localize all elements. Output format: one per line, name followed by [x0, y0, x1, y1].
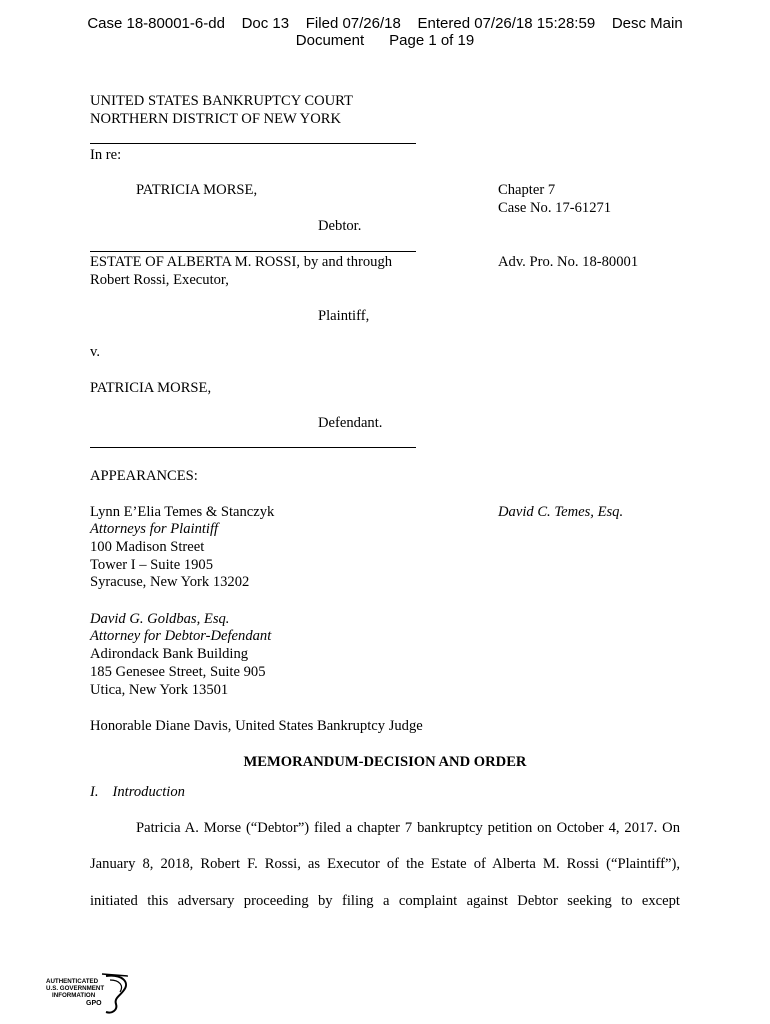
versus-label: v.	[90, 344, 100, 360]
plaintiff-attorney-name: David C. Temes, Esq.	[498, 504, 624, 520]
caption-rule	[90, 447, 416, 448]
plaintiff-executor: Robert Rossi, Executor,	[90, 272, 229, 288]
defendant-attorney-name: David G. Goldbas, Esq.	[90, 611, 230, 627]
debtor-role: Debtor.	[318, 218, 362, 234]
gpo-authenticated-seal-icon	[44, 972, 134, 1018]
defendant-counsel-role: Attorney for Debtor-Defendant	[90, 628, 272, 644]
defendant-name: PATRICIA MORSE,	[90, 380, 212, 396]
body-line: Patricia A. Morse (“Debtor”) filed a chapter 7 bankruptcy petition on October 4, 2017. On	[136, 820, 680, 836]
body-line: January 8, 2018, Robert F. Rossi, as Executor of the Estate of Alberta M. Rossi (“Plaintiff”),	[90, 856, 680, 872]
plaintiff-name: ESTATE OF ALBERTA M. ROSSI, by and through	[90, 254, 393, 270]
plaintiff-role: Plaintiff,	[318, 308, 370, 324]
plaintiff-counsel-address: Syracuse, New York 13202	[90, 574, 250, 590]
court-name: UNITED STATES BANKRUPTCY COURT	[90, 93, 353, 109]
document-title: MEMORANDUM-DECISION AND ORDER	[243, 754, 527, 770]
section-number: I.	[90, 784, 99, 800]
filing-header-line2: Document Page 1 of 19	[295, 32, 475, 49]
plaintiff-counsel-firm: Lynn E’Elia Temes & Stanczyk	[90, 504, 275, 520]
caption-rule	[90, 251, 416, 252]
filing-header-line1: Case 18-80001-6-dd Doc 13 Filed 07/26/18 Entered 07/26/18 15:28:59 Desc Main	[87, 15, 683, 32]
plaintiff-counsel-address: 100 Madison Street	[90, 539, 205, 555]
debtor-name: PATRICIA MORSE,	[136, 182, 258, 198]
logo-text: AUTHENTICATED	[46, 978, 99, 985]
defendant-counsel-address: Utica, New York 13501	[90, 682, 229, 698]
section-heading	[90, 784, 185, 802]
defendant-counsel-address: 185 Genesee Street, Suite 905	[90, 664, 266, 680]
appearances-heading: APPEARANCES:	[90, 468, 198, 484]
adversary-proceeding-number: Adv. Pro. No. 18-80001	[498, 254, 639, 270]
defendant-counsel-address: Adirondack Bank Building	[90, 646, 249, 662]
caption-rule	[90, 143, 416, 144]
chapter-label: Chapter 7	[498, 182, 556, 198]
logo-text: U.S. GOVERNMENT	[46, 985, 105, 992]
case-number: Case No. 17-61271	[498, 200, 612, 216]
logo-text: INFORMATION	[52, 992, 96, 999]
defendant-role: Defendant.	[318, 415, 383, 431]
body-line: initiated this adversary proceeding by filing a complaint against Debtor seeking to except	[90, 893, 680, 909]
court-district: NORTHERN DISTRICT OF NEW YORK	[90, 111, 342, 127]
in-re-label: In re:	[90, 147, 122, 163]
plaintiff-counsel-role: Attorneys for Plaintiff	[90, 521, 219, 537]
logo-text: GPO	[86, 1000, 102, 1007]
presiding-judge: Honorable Diane Davis, United States Bankruptcy Judge	[90, 718, 423, 734]
section-title: Introduction	[112, 784, 185, 800]
plaintiff-counsel-address: Tower I – Suite 1905	[90, 557, 214, 573]
